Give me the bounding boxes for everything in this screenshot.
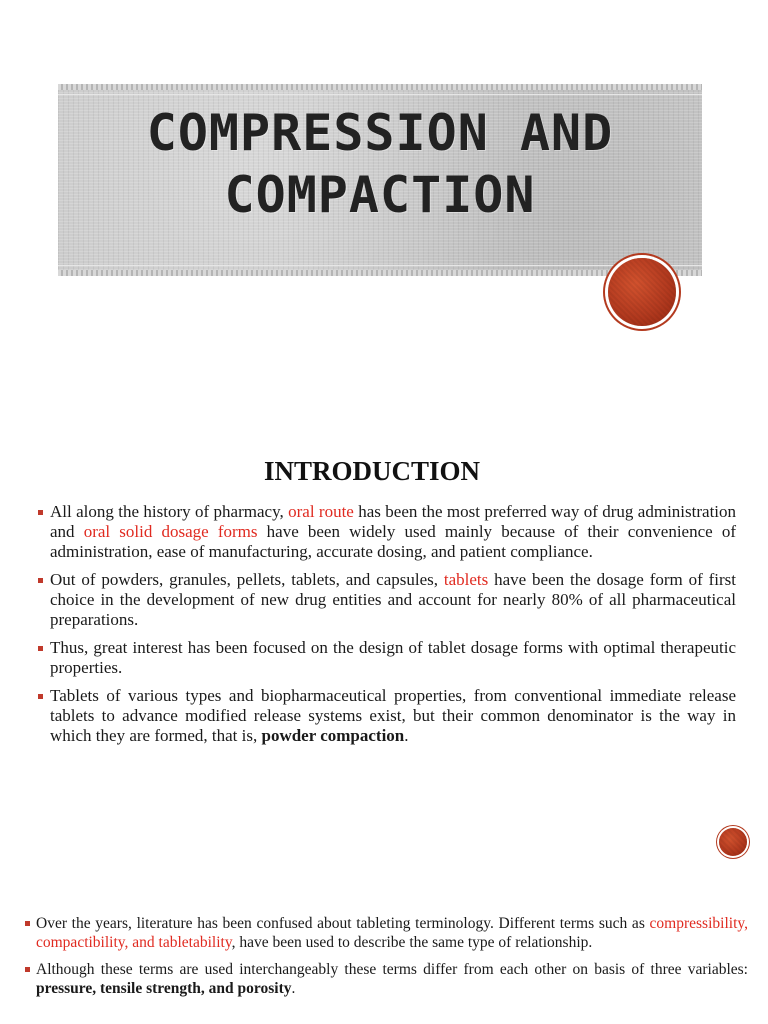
banner-top-stripe xyxy=(58,84,702,90)
emphasis-text: pressure, tensile strength, and porosity xyxy=(36,980,292,997)
terminology-slide xyxy=(0,880,768,1024)
highlight-text: compressibility, compactibility, and tabletability xyxy=(36,915,748,951)
bullet-text: have been widely used mainly because of their convenience of administration, ease of manufacturing, accurate dosing, and patient compliance. xyxy=(50,522,736,561)
bullet-text: has been the most preferred way of drug administration and xyxy=(50,502,737,541)
highlight-text: tablets xyxy=(443,570,489,589)
title-slide xyxy=(0,0,768,410)
bullet-text: Out of powders, granules, pellets, tablets, and capsules, xyxy=(50,570,444,589)
bullet-list xyxy=(36,502,736,754)
slide-title xyxy=(58,102,702,226)
decorative-red-circle-icon xyxy=(719,828,747,856)
bullet-list xyxy=(24,914,748,1006)
list-item xyxy=(24,960,748,998)
list-item xyxy=(24,914,748,952)
section-heading: INTRODUCTION xyxy=(263,456,481,486)
bullet-text: have been the dosage form of first choice in the development of new drug entities and account for nearly 80% of all pharmaceutical preparations. xyxy=(50,570,736,629)
bullet-text: All along the history of pharmacy, xyxy=(50,502,289,521)
list-item xyxy=(36,502,736,562)
emphasis-text: powder compaction xyxy=(261,726,405,745)
bullet-text: . xyxy=(404,726,409,745)
title-banner xyxy=(58,84,702,276)
title-line-2: COMPACTION xyxy=(224,166,536,224)
list-item xyxy=(36,686,736,746)
bullet-text: . xyxy=(291,980,296,997)
list-item xyxy=(36,638,736,678)
bullet-text: Thus, great interest has been focused on the design of tablet dosage forms with optimal therapeutic properties. xyxy=(50,638,736,677)
bullet-text: Although these terms are used interchangeably these terms differ from each other on basis of three variables: xyxy=(36,961,748,978)
banner-bottom-stripe xyxy=(58,270,702,276)
title-line-1: COMPRESSION AND xyxy=(146,104,614,162)
introduction-slide xyxy=(0,410,768,880)
list-item xyxy=(36,570,736,630)
bullet-text: , have been used to describe the same type of relationship. xyxy=(231,934,593,951)
bullet-text: Over the years, literature has been confused about tableting terminology. Different terms such as xyxy=(36,915,650,932)
decorative-red-circle-icon xyxy=(608,258,676,326)
highlight-text: oral solid dosage forms xyxy=(83,522,258,541)
bullet-text: Tablets of various types and biopharmaceutical properties, from conventional immediate release tablets to advance modified release systems exist, but their common denominator is the way in which they are formed, that is, xyxy=(50,686,736,745)
highlight-text: oral route xyxy=(288,502,354,521)
